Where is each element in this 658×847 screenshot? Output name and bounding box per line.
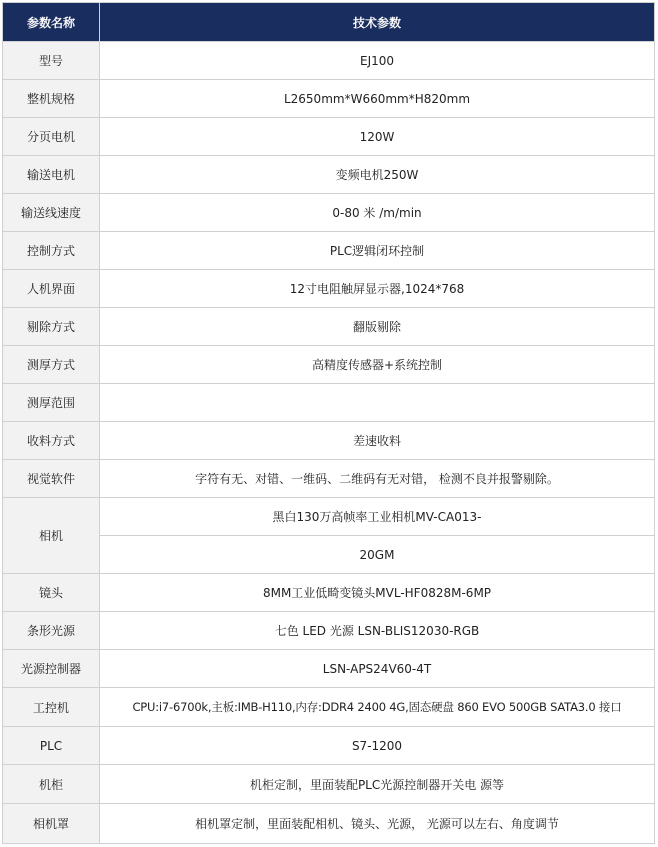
param-name: 镜头 [3,574,100,612]
table-row [3,650,655,688]
param-name: 分页电机 [3,118,100,156]
table-row [3,422,655,460]
param-value: CPU:i7-6700k,主板:IMB-H110,内存:DDR4 2400 4G,固态硬盘 860 EVO 500GB SATA3.0 接口 [100,688,655,727]
param-name: 剔除方式 [3,308,100,346]
table-row [3,460,655,498]
param-name: 机柜 [3,765,100,804]
spec-table [2,2,655,844]
param-name: 条形光源 [3,612,100,650]
param-value: L2650mm*W660mm*H820mm [100,80,655,118]
param-value: 120W [100,118,655,156]
param-value: 翻版剔除 [100,308,655,346]
param-value: 七色 LED 光源 LSN-BLIS12030-RGB [100,612,655,650]
table-row [3,804,655,844]
param-name: 工控机 [3,688,100,727]
param-name: 人机界面 [3,270,100,308]
param-name: 相机 [3,498,100,574]
table-row [3,346,655,384]
table-row [3,118,655,156]
table-row [3,727,655,765]
param-name: 输送电机 [3,156,100,194]
param-name: 输送线速度 [3,194,100,232]
table-row [3,765,655,804]
param-value: PLC逻辑闭环控制 [100,232,655,270]
param-name: 整机规格 [3,80,100,118]
table-row [3,270,655,308]
table-header-row [3,3,655,42]
table-row [3,612,655,650]
param-value [100,384,655,422]
param-name: 视觉软件 [3,460,100,498]
param-value: 差速收料 [100,422,655,460]
table-row [3,42,655,80]
header-param-value: 技术参数 [100,3,655,42]
table-row [3,80,655,118]
param-value: 变频电机250W [100,156,655,194]
param-value: 0-80 米 /m/min [100,194,655,232]
param-value: 黑白130万高帧率工业相机MV-CA013- [100,498,655,536]
param-name: 测厚方式 [3,346,100,384]
param-name: 测厚范围 [3,384,100,422]
param-value: EJ100 [100,42,655,80]
table-row [3,688,655,727]
param-value: 高精度传感器+系统控制 [100,346,655,384]
table-row [3,194,655,232]
table-row [3,156,655,194]
param-name: 光源控制器 [3,650,100,688]
table-row [3,384,655,422]
param-value: S7-1200 [100,727,655,765]
param-value: 机柜定制，里面装配PLC光源控制器开关电 源等 [100,765,655,804]
param-name: 相机罩 [3,804,100,844]
table-row [3,498,655,536]
param-value-continued: 20GM [100,536,655,574]
param-value: 8MM工业低畸变镜头MVL-HF0828M-6MP [100,574,655,612]
param-value: 12寸电阻触屏显示器,1024*768 [100,270,655,308]
table-row [3,308,655,346]
header-param-name: 参数名称 [3,3,100,42]
param-value: 字符有无、对错、一维码、二维码有无对错， 检测不良并报警剔除。 [100,460,655,498]
param-name: PLC [3,727,100,765]
param-name: 型号 [3,42,100,80]
table-row [3,574,655,612]
param-name: 收料方式 [3,422,100,460]
param-name: 控制方式 [3,232,100,270]
param-value: 相机罩定制，里面装配相机、镜头、光源， 光源可以左右、角度调节 [100,804,655,844]
param-value: LSN-APS24V60-4T [100,650,655,688]
table-row [3,232,655,270]
table-row-continuation [3,536,655,574]
